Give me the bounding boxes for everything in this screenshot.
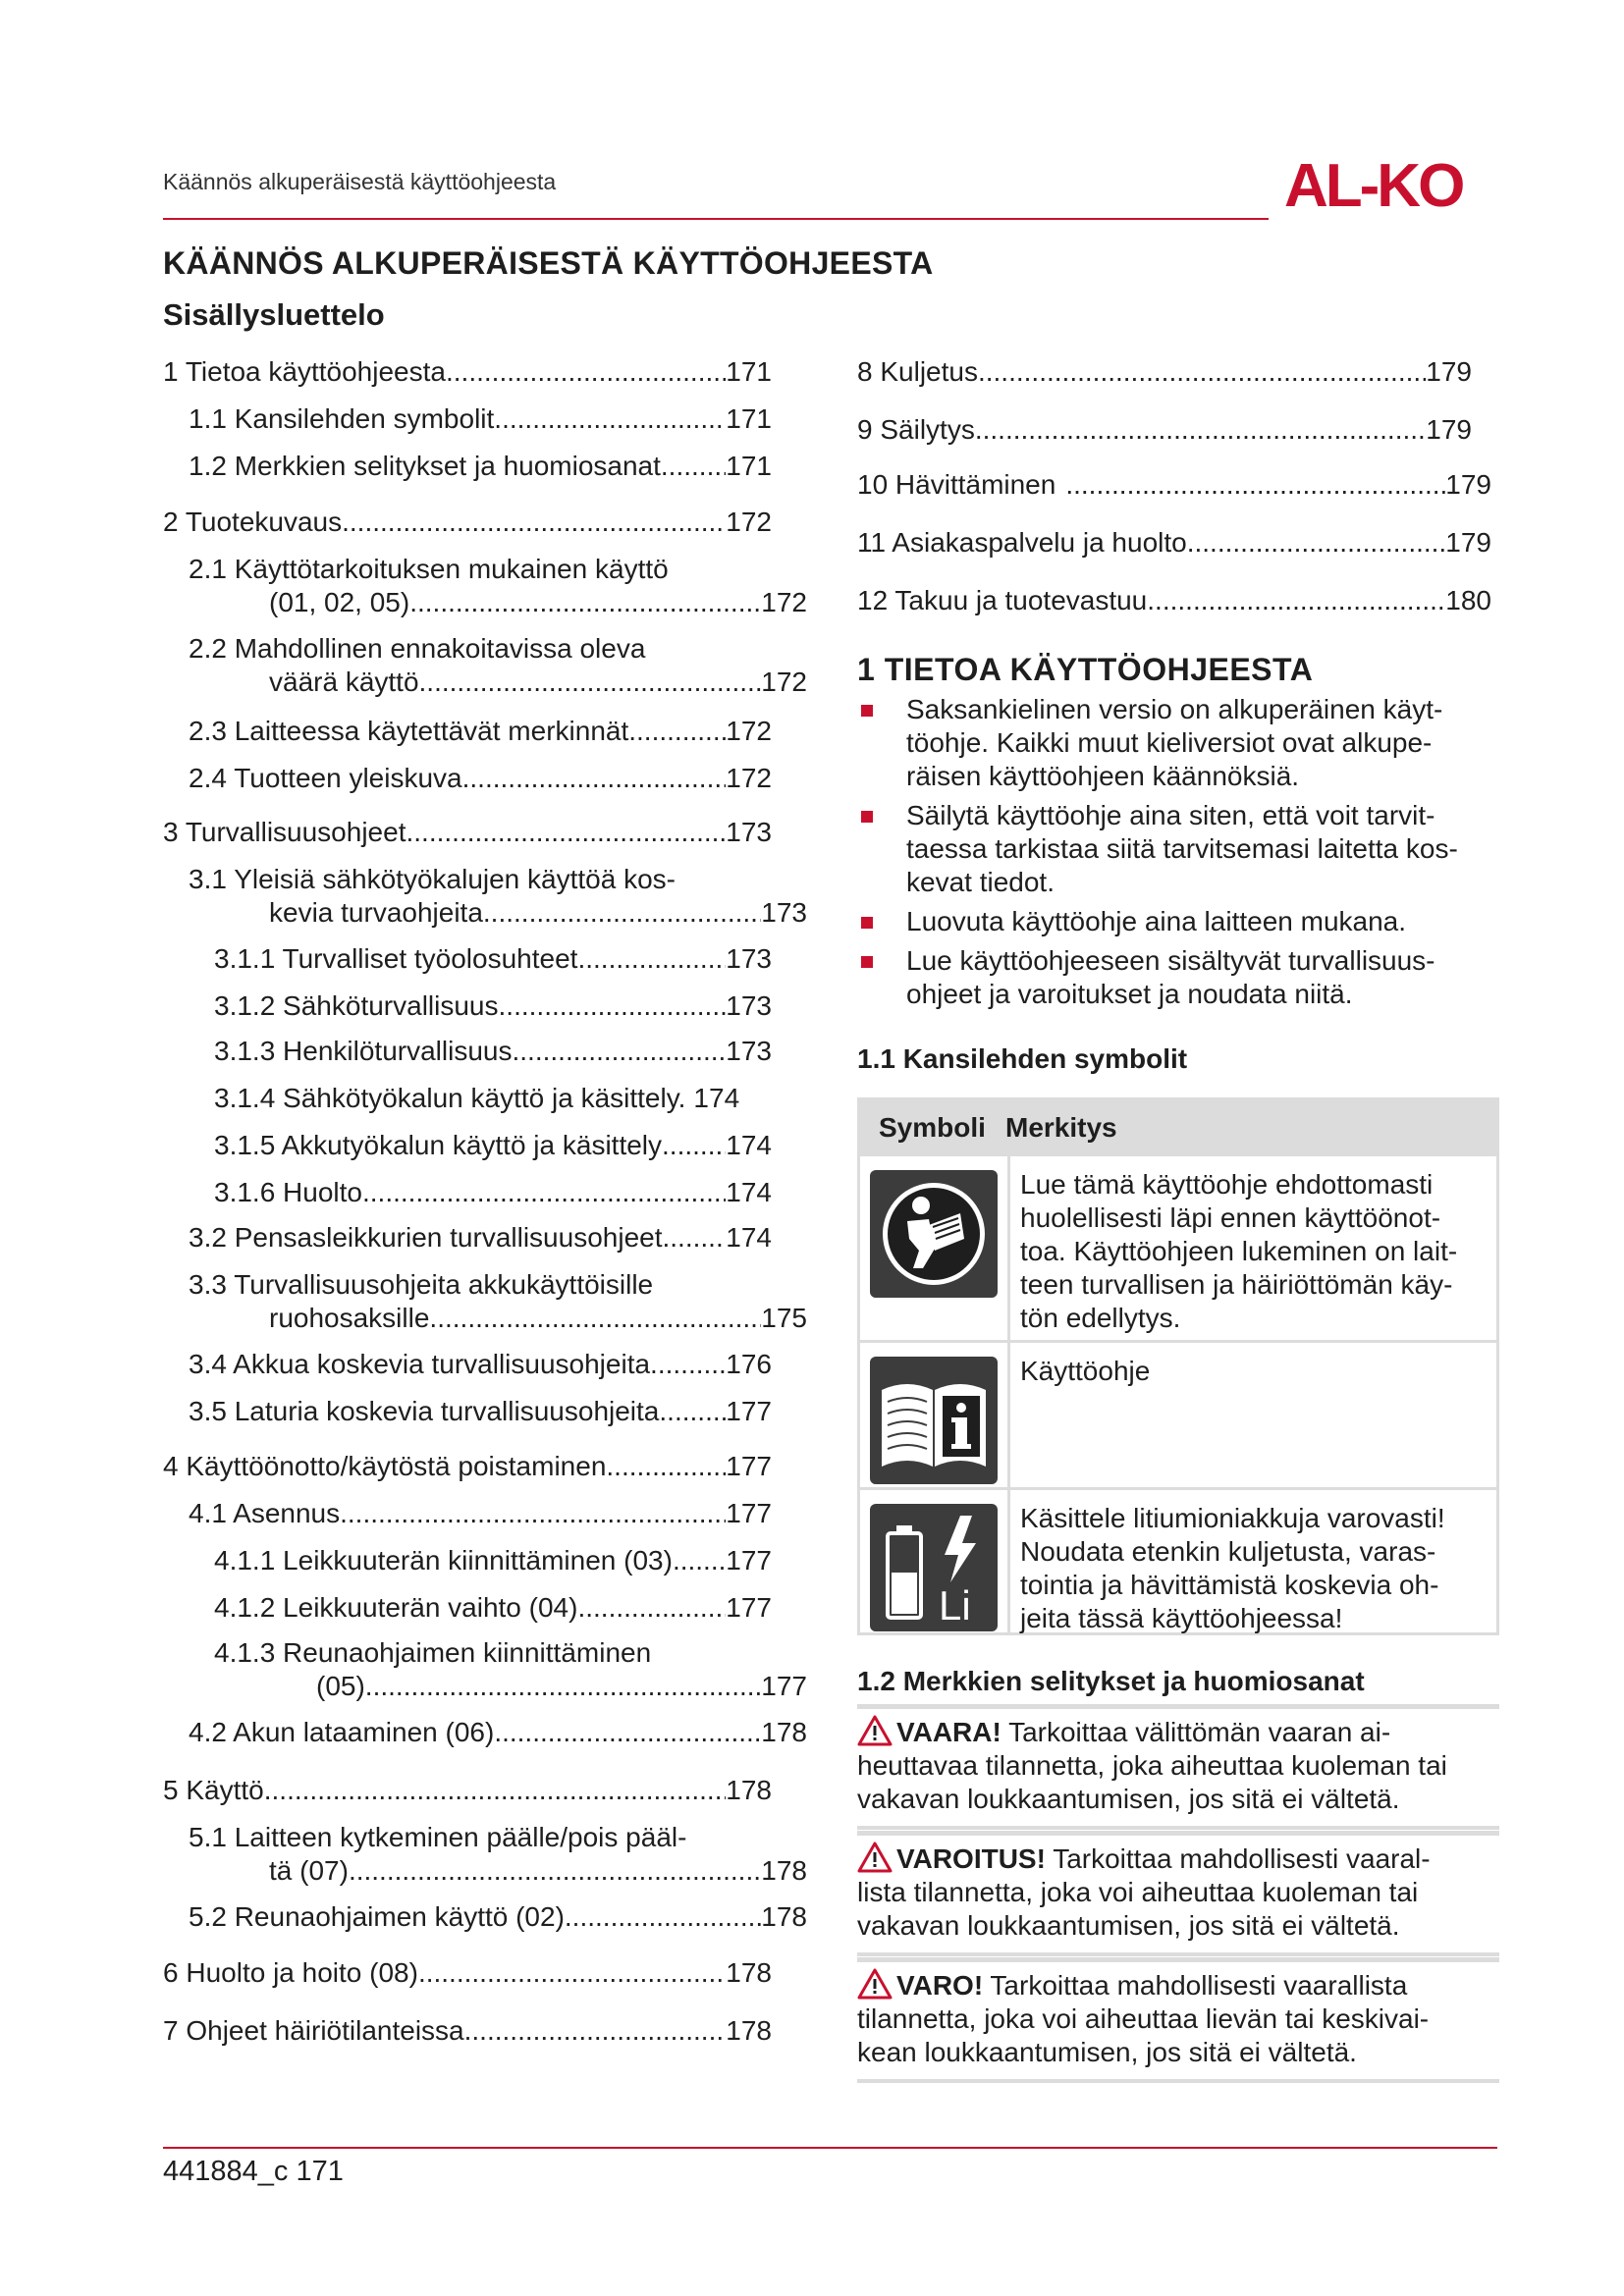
toc-entry[interactable]: 1.1 Kansilehden symbolit ..... 171 [189,402,772,436]
toc-entry[interactable]: 2 Tuotekuvaus ..... 172 [163,506,772,539]
toc-entry[interactable]: 3.1.2 Sähköturvallisuus ..... 173 [214,989,772,1023]
manual-info-icon [870,1357,998,1484]
footer-rule [163,2147,1497,2149]
warning-danger: VAARA! Tarkoittaa välittömän vaaran ai- heuttavaa tilannetta, joka aiheuttaa kuoleman tai vakavan loukkaantumisen, jos sitä ei vältetä. [857,1704,1499,1830]
section-1-1-heading: 1.1 Kansilehden symbolit [857,1043,1188,1074]
symbols-table [857,1097,1499,1635]
svg-text:Li: Li [939,1582,971,1629]
toc-entry[interactable]: 4.2 Akun lataaminen (06) ..... 178 [189,1716,807,1749]
toc-entry[interactable]: 3.1.6 Huolto ..... 174 [214,1176,772,1209]
toc-entry[interactable]: 2.3 Laitteessa käytettävät merkinnät ..... 172 [189,715,772,748]
toc-entry[interactable]: 3.1.5 Akkutyökalun käyttö ja käsittely ..... 174 [214,1129,772,1162]
list-item: Säilytä käyttöohje aina siten, että voit tarvit- taessa tarkistaa siitä tarvitsemasi laitetta kos- kevat tiedot. [857,799,1495,899]
warning-triangle-icon [857,1842,893,1873]
toc-entry[interactable]: 3.4 Akkua koskevia turvallisuusohjeita ..... 176 [189,1348,772,1381]
symbol-meaning: Käsittele litiumioniakkuja varovasti! Noudata etenkin kuljetusta, varas- tointia ja hävittämistä koskevia oh- jeita tässä käyttöohjeessa! [1020,1503,1445,1633]
li-ion-battery-icon [870,1504,998,1631]
toc-entry[interactable]: 3.3 Turvallisuusohjeita akkukäyttöisille ruohosaksille ..... 175 [189,1268,807,1335]
table-row [860,1487,1496,1635]
toc-entry[interactable]: 1.2 Merkkien selitykset ja huomiosanat ..... 171 [189,450,772,483]
table-header [860,1100,1496,1153]
header-meaning: Merkitys [1005,1112,1117,1143]
bullet-square-icon [861,956,873,968]
toc-entry[interactable]: 1 Tietoa käyttöohjeesta ..... 171 [163,355,772,389]
read-manual-icon [870,1170,998,1298]
toc-entry[interactable]: 3.5 Laturia koskevia turvallisuusohjeita ..... 177 [189,1395,772,1428]
table-row [860,1340,1496,1490]
page-title: KÄÄNNÖS ALKUPERÄISESTÄ KÄYTTÖOHJEESTA [163,245,934,281]
warning-triangle-icon [857,1968,893,2000]
warning-caution: VARO! Tarkoittaa mahdollisesti vaarallista tilannetta, joka voi aiheuttaa lievän tai keskivai- kean loukkaantumisen, jos sitä ei vältetä. [857,1957,1499,2083]
signal-word: VAROITUS! [896,1843,1046,1874]
bullet-square-icon [861,811,873,823]
signal-word: VARO! [896,1970,984,2001]
table-row [860,1153,1496,1343]
toc-title: Sisällysluettelo [163,297,385,332]
toc-entry[interactable]: 3.1.1 Turvalliset työolosuhteet ..... 173 [214,942,772,976]
toc-entry[interactable]: 2.2 Mahdollinen ennakoitavissa oleva väärä käyttö ..... 172 [189,632,807,699]
list-item: Lue käyttöohjeeseen sisältyvät turvallisuus- ohjeet ja varoitukset ja noudata niitä. [857,944,1495,1011]
toc-entry[interactable]: 3.1.3 Henkilöturvallisuus ..... 173 [214,1035,772,1068]
list-item: Luovuta käyttöohje aina laitteen mukana. [857,905,1495,938]
toc-entry[interactable]: 8 Kuljetus ..... 179 [857,355,1472,389]
toc-entry[interactable]: 12 Takuu ja tuotevastuu ..... 180 [857,584,1491,617]
toc-entry[interactable]: 4.1.3 Reunaohjaimen kiinnittäminen (05) ..... 177 [214,1636,807,1703]
symbol-meaning: Käyttöohje [1020,1356,1151,1386]
toc-entry[interactable]: 6 Huolto ja hoito (08) ..... 178 [163,1956,772,1990]
list-item: Saksankielinen versio on alkuperäinen käyt- töohje. Kaikki muut kieliversiot ovat alkupe- räisen käyttöohjeen käännöksiä. [857,693,1495,793]
toc-entry[interactable]: 3.1 Yleisiä sähkötyökalujen käyttöä kos- kevia turvaohjeita ..... 173 [189,863,807,930]
toc-entry[interactable]: 4.1.1 Leikkuuterän kiinnittäminen (03) ..... 177 [214,1544,772,1577]
section-1-bullets [857,693,1495,1015]
bullet-square-icon [861,917,873,929]
signal-word: VAARA! [896,1717,1001,1747]
toc-entry[interactable]: 5.2 Reunaohjaimen käyttö (02) ..... 178 [189,1900,807,1934]
toc-entry[interactable]: 2.4 Tuotteen yleiskuva ..... 172 [189,762,772,795]
header-rule [163,218,1269,220]
section-1-2-heading: 1.2 Merkkien selitykset ja huomiosanat [857,1666,1365,1696]
toc-entry[interactable]: 11 Asiakaspalvelu ja huolto ..... 179 [857,526,1491,560]
header-subtitle: Käännös alkuperäisestä käyttöohjeesta [163,169,557,194]
toc-entry[interactable]: 4 Käyttöönotto/käytöstä poistaminen ..... 177 [163,1450,772,1483]
bullet-square-icon [861,705,873,717]
toc-entry[interactable]: 4.1 Asennus ..... 177 [189,1497,772,1530]
warning-warning: VAROITUS! Tarkoittaa mahdollisesti vaaral- lista tilannetta, joka voi aiheuttaa kuoleman tai vakavan loukkaantumisen, jos sitä ei vältetä. [857,1831,1499,1956]
header-symbol: Symboli [879,1112,986,1143]
toc-entry[interactable]: 4.1.2 Leikkuuterän vaihto (04) ..... 177 [214,1591,772,1625]
footer-page-number: 441884_c 171 [163,2156,344,2187]
warning-triangle-icon [857,1715,893,1746]
toc-entry[interactable]: 7 Ohjeet häiriötilanteissa ..... 178 [163,2014,772,2048]
toc-entry[interactable]: 5.1 Laitteen kytkeminen päälle/pois pääl- tä (07) ..... 178 [189,1821,807,1888]
toc-entry[interactable]: 3.1.4 Sähkötyökalun käyttö ja käsittely. 174 [214,1083,740,1113]
toc-entry[interactable]: 5 Käyttö ..... 178 [163,1774,772,1807]
toc-entry[interactable]: 3.2 Pensasleikkurien turvallisuusohjeet ..... 174 [189,1221,772,1255]
symbol-meaning: Lue tämä käyttöohje ehdottomasti huolellisesti läpi ennen käyttöönot- toa. Käyttöohjeen lukeminen on lait- teen turvallisen ja häiriöttömän käy- tön edellytys. [1020,1169,1458,1333]
al-ko-logo [1284,155,1495,216]
toc-entry[interactable]: 2.1 Käyttötarkoituksen mukainen käyttö (01, 02, 05) ..... 172 [189,553,807,619]
section-1-heading: 1 TIETOA KÄYTTÖOHJEESTA [857,652,1314,687]
toc-entry[interactable]: 10 Hävittäminen ..... 179 [857,468,1491,502]
toc-entry[interactable]: 3 Turvallisuusohjeet ..... 173 [163,816,772,849]
logo-text: AL-KO [1284,155,1463,216]
toc-entry[interactable]: 9 Säilytys ..... 179 [857,413,1472,447]
